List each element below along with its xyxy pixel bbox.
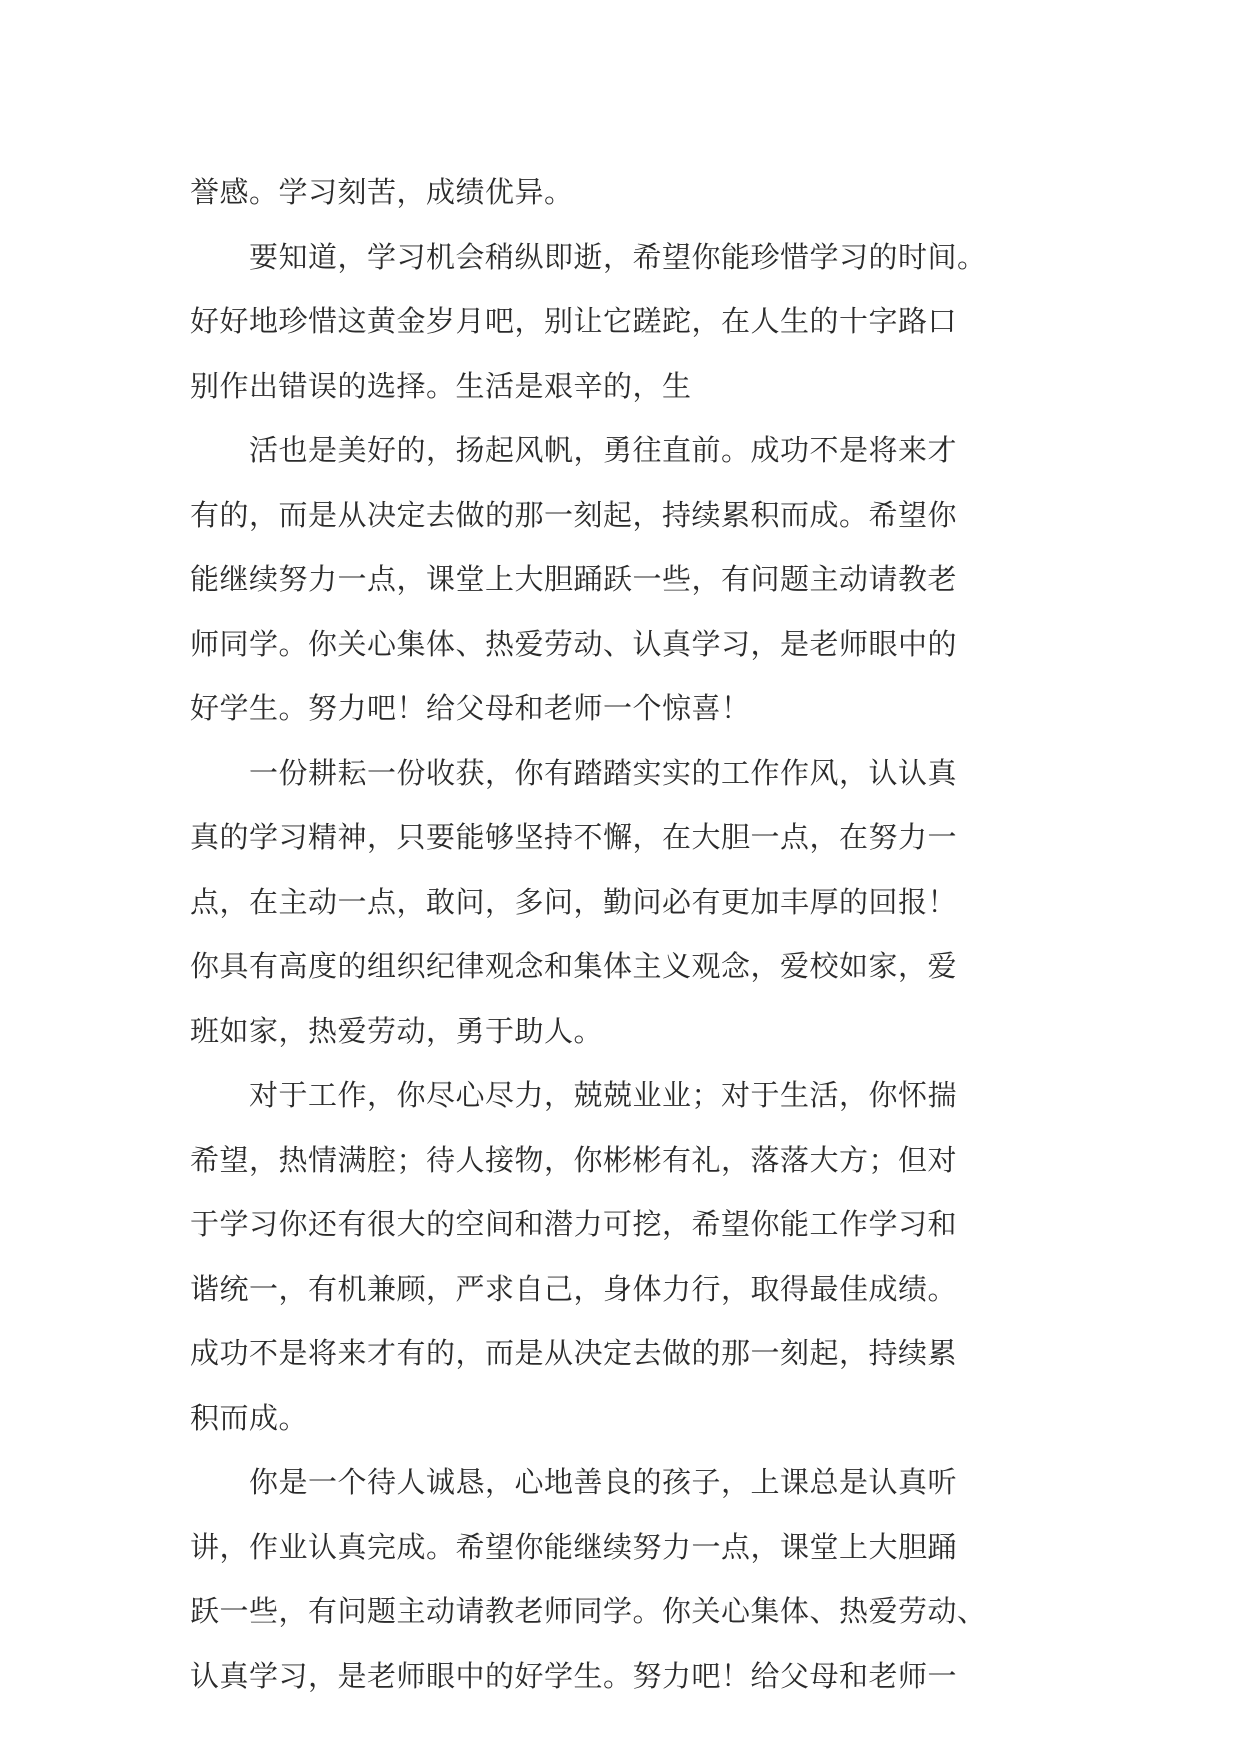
text-line: 能继续努力一点，课堂上大胆踊跃一些，有问题主动请教老	[190, 562, 958, 596]
text-line: 积而成。	[190, 1400, 309, 1435]
text-line: 活也是美好的，扬起风帆，勇往直前。成功不是将来才	[190, 433, 958, 467]
text-line: 成功不是将来才有的，而是从决定去做的那一刻起，持续累	[190, 1336, 958, 1370]
text-line: 你具有高度的组织纪律观念和集体主义观念，爱校如家，爱	[190, 949, 958, 983]
text-line: 于学习你还有很大的空间和潜力可挖，希望你能工作学习和	[190, 1207, 958, 1241]
text-line: 认真学习，是老师眼中的好学生。努力吧！给父母和老师一	[190, 1658, 958, 1693]
text-line: 真的学习精神，只要能够坚持不懈，在大胆一点，在努力一	[190, 820, 958, 854]
text-line: 好学生。努力吧！给父母和老师一个惊喜！	[190, 691, 751, 725]
text-line: 有的，而是从决定去做的那一刻起，持续累积而成。希望你	[190, 497, 958, 532]
text-line: 誉感。学习刻苦，成绩优异。	[190, 175, 574, 209]
text-line: 跃一些，有问题主动请教老师同学。你关心集体、热爱劳动、	[190, 1594, 987, 1628]
text-line: 好好地珍惜这黄金岁月吧，别让它蹉跎，在人生的十字路口	[190, 304, 958, 338]
text-line: 点，在主动一点，敢问，多问，勤问必有更加丰厚的回报！	[190, 884, 958, 919]
text-line: 讲，作业认真完成。希望你能继续努力一点，课堂上大胆踊	[190, 1529, 958, 1564]
text-line: 你是一个待人诚恳，心地善良的孩子，上课总是认真听	[190, 1465, 958, 1499]
text-line: 别作出错误的选择。生活是艰辛的，生	[190, 368, 692, 403]
text-line: 班如家，热爱劳动，勇于助人。	[190, 1013, 604, 1048]
text-line: 一份耕耘一份收获，你有踏踏实实的工作作风，认认真	[190, 755, 958, 790]
text-line: 要知道，学习机会稍纵即逝，希望你能珍惜学习的时间。	[190, 239, 987, 274]
text-line: 谐统一，有机兼顾，严求自己，身体力行，取得最佳成绩。	[190, 1271, 958, 1306]
text-line: 对于工作，你尽心尽力，兢兢业业；对于生活，你怀揣	[190, 1078, 958, 1112]
document-body	[190, 160, 1060, 1708]
text-line: 希望，热情满腔；待人接物，你彬彬有礼，落落大方；但对	[190, 1142, 958, 1177]
text-line: 师同学。你关心集体、热爱劳动、认真学习，是老师眼中的	[190, 626, 958, 661]
